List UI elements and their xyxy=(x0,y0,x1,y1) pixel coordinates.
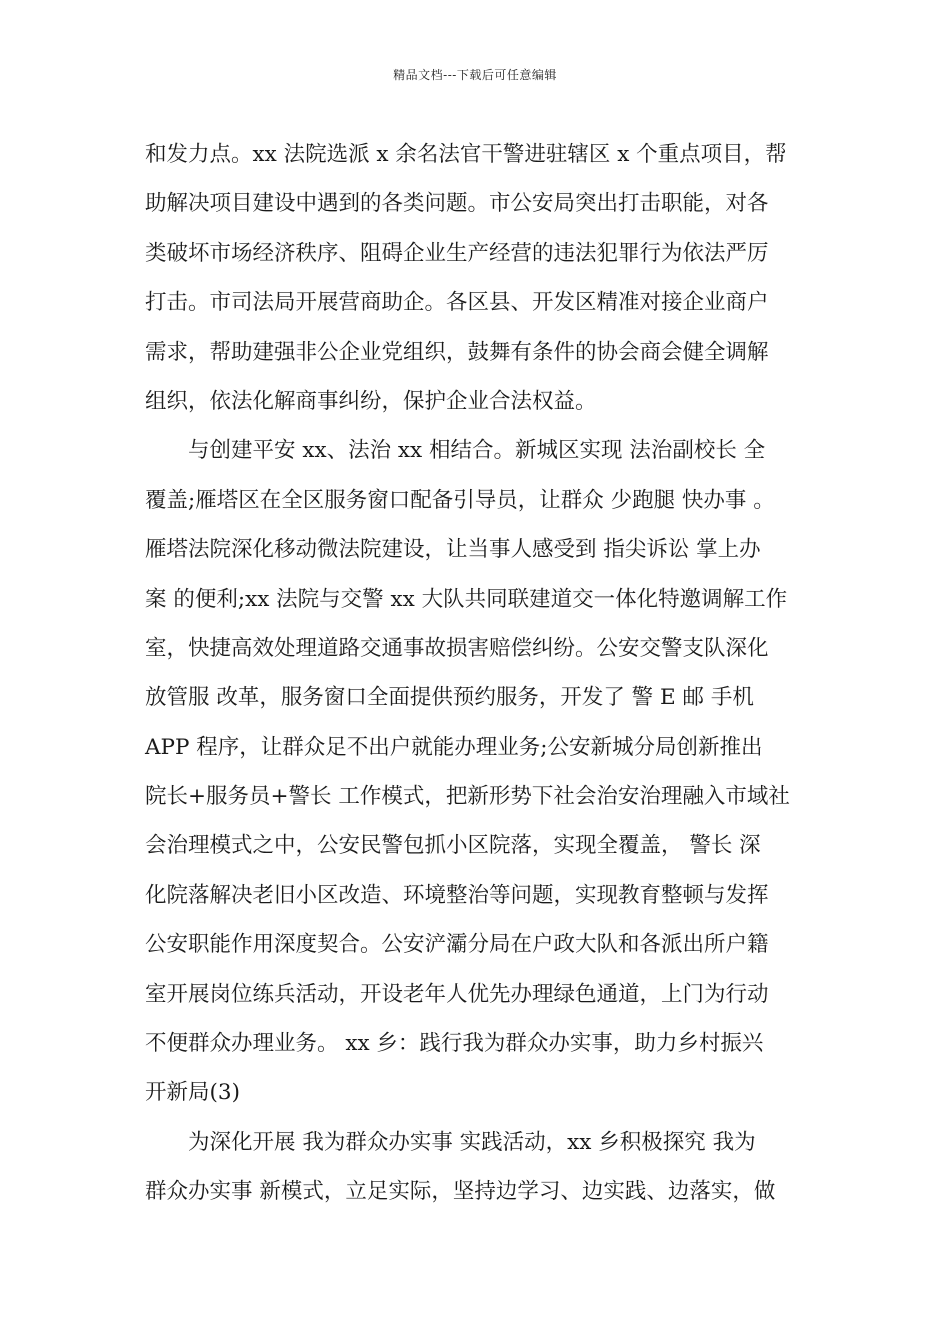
text-line: APP 程序，让群众足不出户就能办理业务;公安新城分局创新推出 xyxy=(145,734,763,760)
text-line: 化院落解决老旧小区改造、环境整治等问题，实现教育整顿与发挥 xyxy=(145,882,769,908)
text-line: 开新局(3) xyxy=(145,1080,240,1106)
text-line: 需求，帮助建强非公企业党组织，鼓舞有条件的协会商会健全调解 xyxy=(145,339,769,365)
text-line: 公安职能作用深度契合。公安浐灞分局在户政大队和各派出所户籍 xyxy=(145,932,769,958)
text-line: 组织，依法化解商事纠纷，保护企业合法权益。 xyxy=(145,388,597,414)
text-line: 群众办实事 新模式，立足实际，坚持边学习、边实践、边落实，做 xyxy=(145,1179,776,1205)
text-line: 打击。市司法局开展营商助企。各区县、开发区精准对接企业商户 xyxy=(145,290,769,316)
text-line: 院长+服务员+警长 工作模式，把新形势下社会治安治理融入市域社 xyxy=(145,784,790,810)
text-line: 为深化开展 我为群众办实事 实践活动，xx 乡积极探究 我为 xyxy=(145,1129,756,1155)
text-line: 室，快捷高效处理道路交通事故损害赔偿纠纷。公安交警支队深化 xyxy=(145,635,769,661)
page-header: 精品文档---下载后可任意编辑 xyxy=(393,68,557,82)
text-line: 助解决项目建设中遇到的各类问题。市公安局突出打击职能，对各 xyxy=(145,191,769,217)
text-line: 会治理模式之中，公安民警包抓小区院落，实现全覆盖， 警长 深 xyxy=(145,833,761,859)
text-line: 覆盖;雁塔区在全区服务窗口配备引导员，让群众 少跑腿 快办事 。 xyxy=(145,487,775,513)
text-line: 雁塔法院深化移动微法院建设，让当事人感受到 指尖诉讼 掌上办 xyxy=(145,537,761,563)
text-line: 案 的便利;xx 法院与交警 xx 大队共同联建道交一体化特邀调解工作 xyxy=(145,586,788,612)
text-line: 和发力点。xx 法院选派 x 余名法官干警进驻辖区 x 个重点项目，帮 xyxy=(145,142,787,167)
text-line: 室开展岗位练兵活动，开设老年人优先办理绿色通道，上门为行动 xyxy=(145,981,769,1007)
text-line: 不便群众办理业务。 xx 乡：践行我为群众办实事，助力乡村振兴 xyxy=(145,1031,764,1057)
text-line: 类破坏市场经济秩序、阻碍企业生产经营的违法犯罪行为依法严厉 xyxy=(145,240,769,266)
document-body xyxy=(145,130,810,1217)
text-line: 与创建平安 xx、法治 xx 相结合。新城区实现 法治副校长 全 xyxy=(145,438,766,464)
text-line: 放管服 改革，服务窗口全面提供预约服务，开发了 警 E 邮 手机 xyxy=(145,685,754,711)
